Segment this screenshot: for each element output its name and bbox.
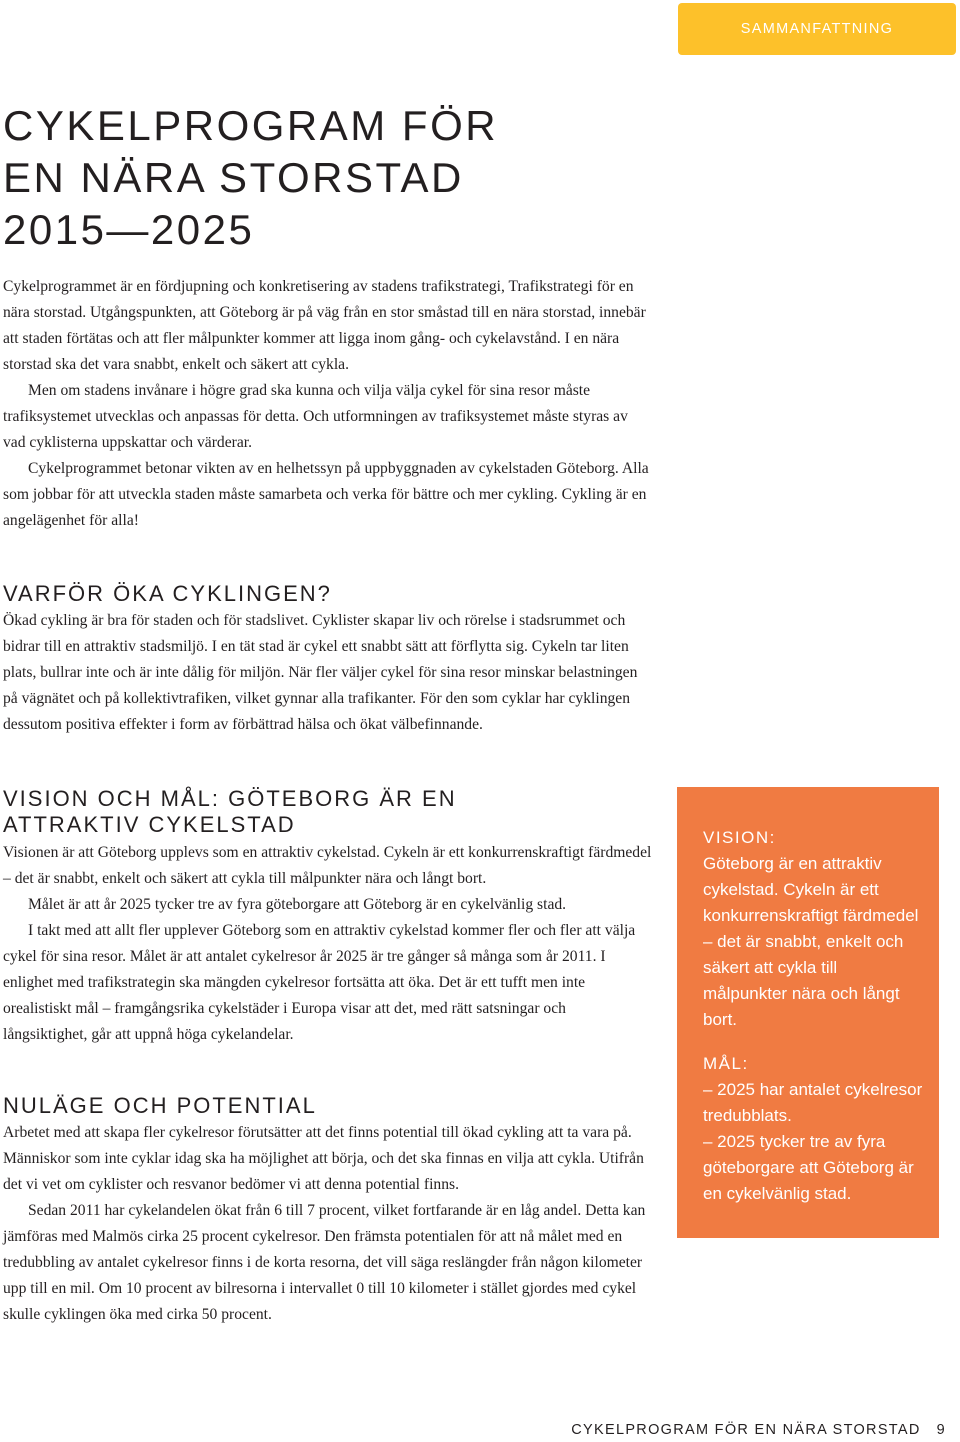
- vision-text: Göteborg är en attraktiv cykelstad. Cykeln är ett konkurrenskraftigt färdmedel – det är snabbt, enkelt och säkert att cykla till målpunkter nära och långt bort.: [703, 854, 919, 1029]
- current-paragraph-1: Arbetet med att skapa fler cykelresor förutsätter att det finns potential till ökad cykling att ta vara på. Människor som inte cyklar idag ska ha möjlighet att börja, och det ska finnas en vilja att cykla. Utifrån det vi vet om cyklister och resvanor bedömer vi att denna potential finns.: [3, 1124, 644, 1193]
- section-tab-label: SAMMANFATTNING: [740, 21, 894, 37]
- footer-doc-title: CYKELPROGRAM FÖR EN NÄRA STORSTAD: [571, 1422, 921, 1438]
- why-heading: VARFÖR ÖKA CYKLINGEN?: [3, 581, 332, 606]
- vision-label: VISION:: [703, 828, 776, 847]
- vision-paragraph-1: Visionen är att Göteborg upplevs som en attraktiv cykelstad. Cykeln är ett konkurrenskraftigt färdmedel – det är snabbt, enkelt och säkert att cykla till målpunkter nära och långt bort.: [3, 844, 652, 887]
- page-title-line-1: CYKELPROGRAM FÖR: [3, 102, 499, 149]
- intro-paragraph-3: Cykelprogrammet betonar vikten av en helhetssyn på uppbyggnaden av cykelstaden Göteborg. Alla som jobbar för att utveckla staden måste samarbeta och verka för bättre och mer cykling. Cykling är en angelägenhet för alla!: [3, 460, 649, 529]
- vision-paragraph-3: I takt med att allt fler upplever Göteborg som en attraktiv cykelstad kommer fler och fler att välja cykel för sina resor. Målet är att antalet cykelresor år 2025 är tre gånger så många som år 2011. I enlighet med trafikstrategin ska mängden cykelresor fortsätta att öka. Det är ett tufft men inte orealistiskt mål – framgångsrika cykelstäder i Europa visar att det, med rätt satsningar och långsiktighet, går att uppnå höga cykelandelar.: [3, 922, 636, 1043]
- goal-label: MÅL:: [703, 1054, 749, 1073]
- intro-paragraph-1: Cykelprogrammet är en fördjupning och konkretisering av stadens trafikstrategi, Trafikstrategi för en nära storstad. Utgångspunkten, att Göteborg är på väg från en stor småstad till en nära storstad, innebär att staden förtätas och att fler målpunkter kommer att ligga inom gång- och cykelavstånd. I en nära storstad ska det vara snabbt, enkelt och säkert att cykla.: [3, 278, 646, 373]
- goal-item-2: – 2025 tycker tre av fyra göteborgare att Göteborg är en cykelvänlig stad.: [703, 1132, 914, 1203]
- intro-paragraph-2: Men om stadens invånare i högre grad ska kunna och vilja välja cykel för sina resor måste trafiksystemet utvecklas och anpassas för detta. Och utformningen av trafiksystemet måste styras av vad cyklisterna uppskattar och värderar.: [3, 382, 628, 451]
- vision-section: [3, 840, 653, 1048]
- section-tab: [678, 3, 956, 55]
- why-paragraph-1: Ökad cykling är bra för staden och för stadslivet. Cyklister skapar liv och rörelse i stadsrummet och bidrar till en attraktiv stadsmiljö. I en tät stad är cykel ett snabbt sätt att förflytta sig. Cykeln tar liten plats, bullrar inte och är inte dålig för miljön. När fler väljer cykel för sina resor minskar belastningen på vägnätet och på kollektivtrafiken, vilket gynnar alla trafikanter. För den som cyklar har cyklingen dessutom positiva effekter i form av förbättrad hälsa och ökat välbefinnande.: [3, 612, 638, 733]
- box-spacer: [703, 1033, 923, 1051]
- intro-section: [3, 274, 653, 534]
- why-section: [3, 608, 653, 738]
- page-footer: [571, 1422, 946, 1438]
- vision-paragraph-2: Målet är att år 2025 tycker tre av fyra göteborgare att Göteborg är en cykelvänlig stad.: [28, 896, 567, 913]
- goal-item-1: – 2025 har antalet cykelresor tredubblats.: [703, 1080, 923, 1125]
- vision-heading-line-1: VISION OCH MÅL: GÖTEBORG ÄR EN: [3, 786, 457, 811]
- vision-heading: [3, 786, 457, 838]
- page-title-line-3: 2015—2025: [3, 206, 255, 253]
- current-section: [3, 1120, 653, 1328]
- vision-goal-box: [677, 787, 939, 1238]
- page-number: 9: [936, 1422, 946, 1438]
- vision-heading-line-2: ATTRAKTIV CYKELSTAD: [3, 812, 296, 837]
- page-title: [3, 100, 498, 256]
- current-paragraph-2: Sedan 2011 har cykelandelen ökat från 6 till 7 procent, vilket fortfarande är en låg andel. Detta kan jämföras med Malmös cirka 25 procent cykelresor. Den främsta potentialen för att nå målet med en tredubbling av antalet cykelresor finns i de korta resorna, det vill säga reslängder från någon kilometer upp till en mil. Om 10 procent av bilresorna i intervallet 0 till 10 kilometer i stället gjordes med cykel skulle cyklingen öka med cirka 50 procent.: [3, 1202, 646, 1323]
- current-heading: NULÄGE OCH POTENTIAL: [3, 1093, 317, 1118]
- page-title-line-2: EN NÄRA STORSTAD: [3, 154, 464, 201]
